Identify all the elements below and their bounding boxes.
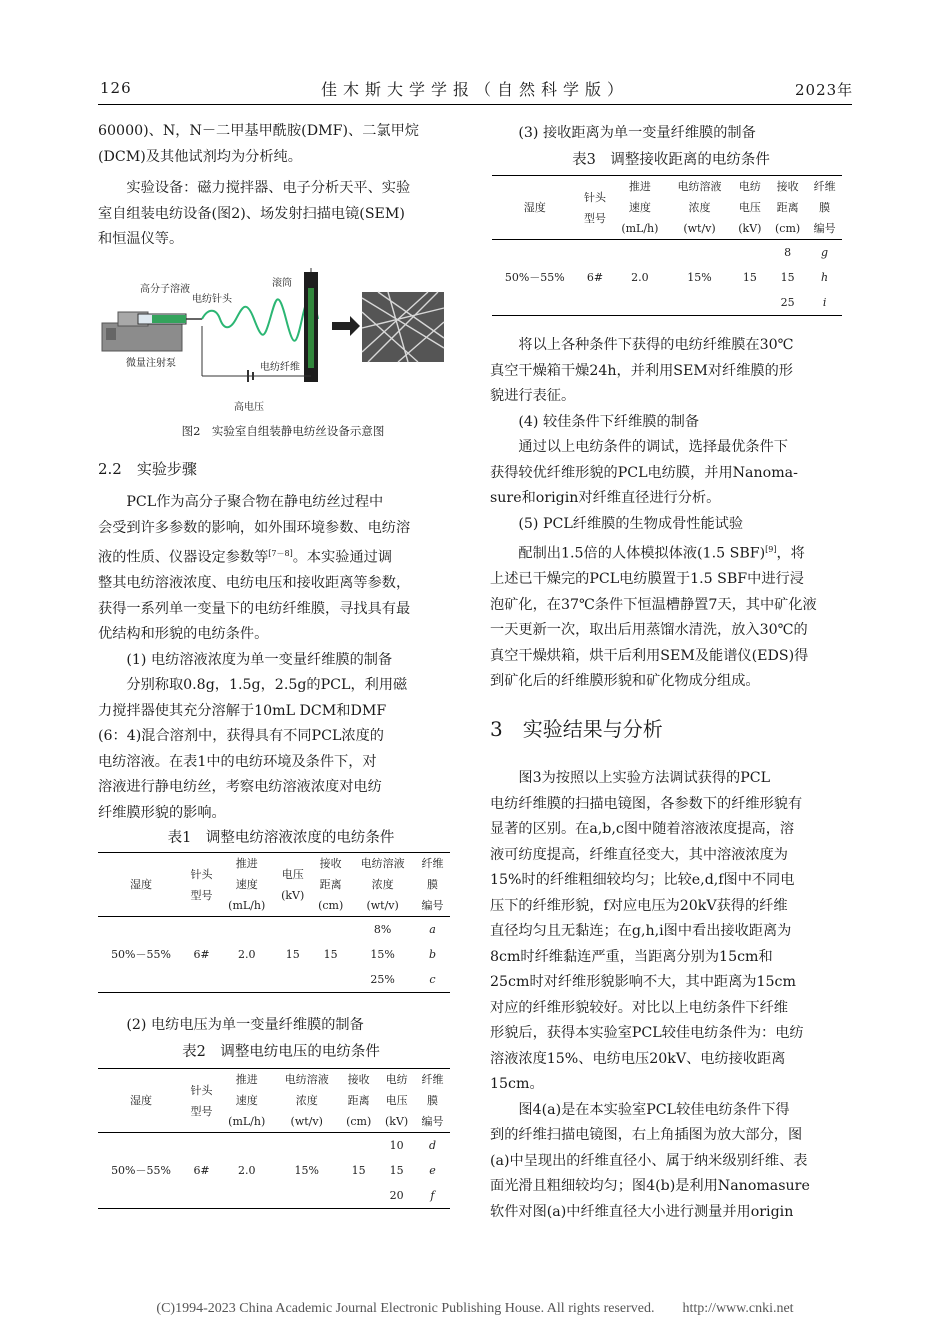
label-pump: 微量注射泵 <box>126 358 176 369</box>
section-title: 2.2 实验步骤 <box>98 460 197 478</box>
table-row: 15 e <box>389 1164 436 1177</box>
th-humidity: 湿度 <box>130 878 153 891</box>
label-needle: 电纺针头 <box>192 294 232 305</box>
table-row: 15% b <box>370 948 436 961</box>
year: 2023年 <box>795 81 854 99</box>
section-3-title: 3 实验结果与分析 <box>490 717 663 741</box>
table-row: 20 f <box>389 1189 435 1202</box>
electrospinning-figure <box>98 268 468 416</box>
subheading-4: (4) 较佳条件下纤维膜的制备 <box>490 413 700 430</box>
th-id: 纤维 膜 编号 <box>421 857 444 912</box>
table-1 <box>98 852 450 993</box>
subheading-1: (1) 电纺溶液浓度为单一变量纤维膜的制备 <box>98 651 393 668</box>
table3-title: 表3 调整接收距离的电纺条件 <box>572 152 770 168</box>
th-concentration: 电纺溶液 浓度 (wt/v) <box>360 857 405 912</box>
th-voltage: 电压 (kV) <box>281 867 305 902</box>
th-distance: 接收 距离 (cm) <box>318 857 344 912</box>
table1-title: 表1 调整电纺溶液浓度的电纺条件 <box>167 830 395 846</box>
label-fiber: 电纺纤维 <box>260 362 300 373</box>
table-3: 湿度 针头 型号 推进 速度 (mL/h) 电纺溶液 浓度 (wt/v) 电纺 电压 (kV) 接收 距离 (cm) 纤维 膜 编号 50%－55% 6# 2.0 15% 15 8 g 15 h 25 i <box>492 175 842 316</box>
methods-paragraph: 将以上各种条件下获得的电纺纤维膜在30℃ 真空干燥箱干燥24h，并利用SEM对纤维膜的形 貌进行表征。 (4) 较佳条件下纤维膜的制备 通过以上电纺条件的调试，选择最优条件下 获得较优纤维形貌的PCL电纺膜，并用Nanoma- sure和origin对纤维直径进行分析。 (5) PCL纤维膜的生物成骨性能试验 配制出1.5倍的人体模拟体液(1.5 SBF)[9]，将 上述已干燥完的PCL电纺膜置于1.5 SBF中进行浸 泡矿化，在37℃条件下恒温槽静置7天，其中矿化液 一天更新一次，取出后用蒸馏水清洗，放入30℃的 真空干燥烘箱，烘干后利用SEM及能谱仪(EDS)得 到矿化后的纤维膜形貌和矿化物成分组成。 <box>490 333 852 695</box>
intro-paragraph: 60000)、N，N－二甲基甲酰胺(DMF)、二氯甲烷 (DCM)及其他试剂均为分析纯。 实验设备：磁力搅拌器、电子分析天平、实验 室自组装电纺设备(图2)、场发射扫描电镜(SEM) 和恒温仪等。 <box>98 123 419 247</box>
table-row: 25 i <box>780 296 827 309</box>
label-solution: 高分子溶液 <box>140 284 190 295</box>
table-row: 50%－55% 6# 2.0 15% 15 10 d <box>111 1139 436 1177</box>
th-speed: 推进 速度 (mL/h) <box>228 857 266 912</box>
subheading-5: (5) PCL纤维膜的生物成骨性能试验 <box>490 515 744 532</box>
results-paragraph: 图3为按照以上实验方法调试获得的PCL 电纺纤维膜的扫描电镜图，各参数下的纤维形貌有 显著的区别。在a,b,c图中随着溶液浓度提高，溶 液可纺度提高，纤维直径变大，其中溶液浓度为 15%时的纤维粗细较均匀；比较e,d,f图中不同电 压下的纤维形貌，f对应电压为20kV获得的纤维 直径均匀且无黏连；在g,h,i图中看出接收距离为 8cm时纤维黏连严重，当距离分别为15cm和 25cm时对纤维形貌影响不大，其中距离为15cm 对应的纤维形貌较好。对比以上电纺条件下纤维 形貌后，获得本实验室PCL较佳电纺条件为：电纺 溶液浓度15%、电纺电压20kV、电纺接收距离 15cm。 图4(a)是在本实验室PCL较佳电纺条件下得 到的纤维扫描电镜图，右上角插图为放大部分，图 (a)中呈现出的纤维直径小、属于纳米级别纤维、表 面光滑且粗细较均匀；图4(b)是利用Nanomasure 软件对图(a)中纤维直径大小进行测量并用origin <box>490 770 810 1220</box>
steps-paragraph: PCL作为高分子聚合物在静电纺丝过程中 会受到许多参数的影响，如外围环境参数、电纺溶 液的性质、仪器设定参数等[7－8]。本实验通过调 整其电纺溶液浓度、电纺电压和接收距离等参数， 获得一系列单一变量下的电纺纤维膜，寻找具有最 优结构和形貌的电纺条件。 (1) 电纺溶液浓度为单一变量纤维膜的制备 分别称取0.8g，1.5g，2.5g的PCL，利用磁 力搅拌器使其充分溶解于10mL DCM和DMF (6：4)混合溶剂中，获得具有不同PCL浓度的 电纺溶液。在表1中的电纺环境及条件下，对 溶液进行静电纺丝，考察电纺溶液浓度对电纺 纤维膜形貌的影响。 <box>98 490 464 826</box>
subheading-3: (3) 接收距离为单一变量纤维膜的制备 <box>490 125 756 141</box>
table-row: 15 h <box>780 271 829 284</box>
table-row: 50%－55% 6# 2.0 15 15 8% a <box>111 923 436 961</box>
header-rule <box>98 104 852 105</box>
citation[interactable]: [7－8] <box>268 549 293 558</box>
copyright-footer: (C)1994-2023 China Academic Journal Electronic Publishing House. All rights reserved. http://www.cnki.net <box>156 1301 794 1316</box>
table-2: 湿度 针头 型号 推进 速度 (mL/h) 电纺溶液 浓度 (wt/v) 接收 距离 (cm) 电纺 电压 (kV) 纤维 膜 编号 50%－55% 6# 2.0 15% 15 10 d 15 e 20 f <box>98 1068 450 1209</box>
figure-caption: 图2 实验室自组装静电纺丝设备示意图 <box>181 424 385 438</box>
th-needle: 针头 型号 <box>190 867 213 902</box>
citation[interactable]: [9] <box>765 545 777 554</box>
table-row: 25% c <box>370 973 436 986</box>
label-drum: 滚筒 <box>272 278 292 289</box>
label-voltage: 高电压 <box>234 402 264 413</box>
table2-title: 表2 调整电纺电压的电纺条件 <box>182 1044 380 1060</box>
journal-title: 佳木斯大学学报（自然科学版） <box>320 80 629 99</box>
subheading-2: (2) 电纺电压为单一变量纤维膜的制备 <box>98 1017 364 1033</box>
table-row: 50%－55% 6# 2.0 15% 15 8 g <box>504 246 829 284</box>
page-number: 126 <box>100 79 132 97</box>
